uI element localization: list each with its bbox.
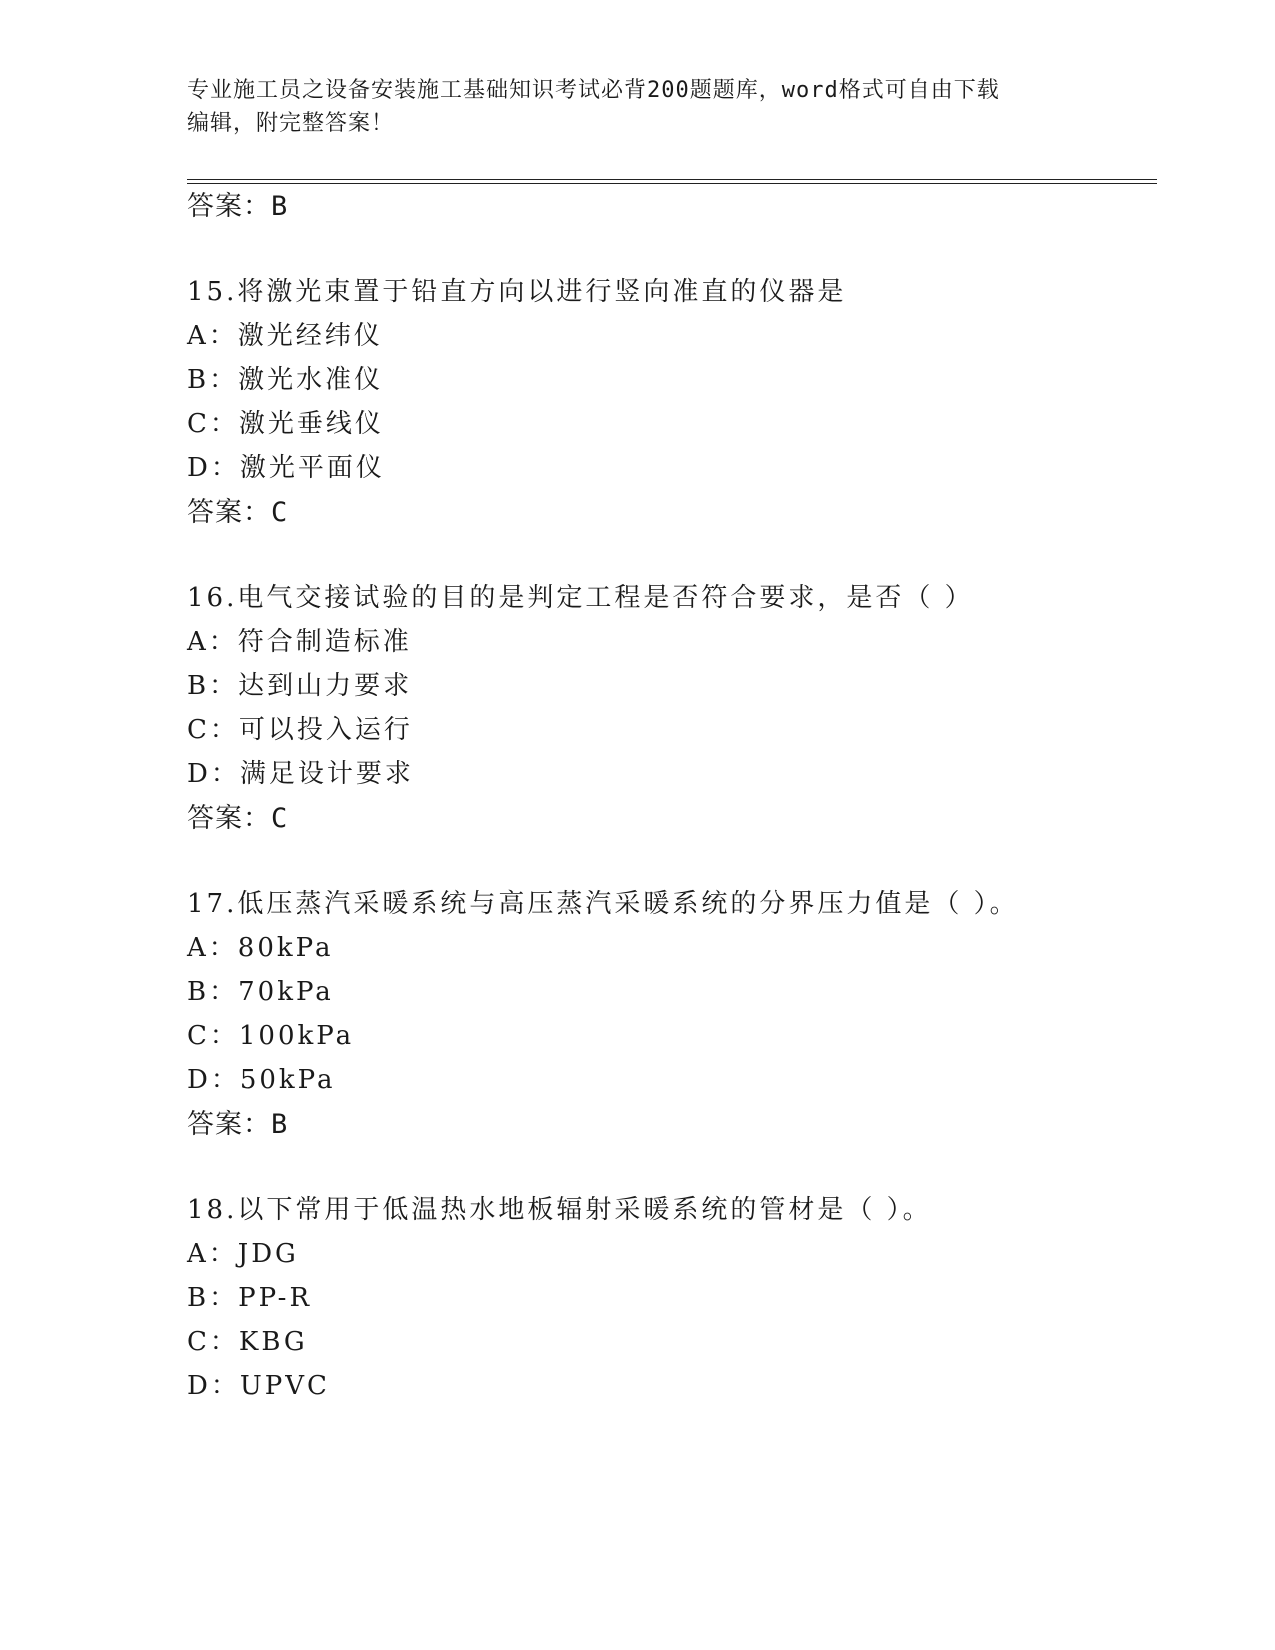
question-17-option-c: C：100kPa <box>187 1021 355 1051</box>
question-18-option-b: B：PP-R <box>187 1283 313 1313</box>
question-17-stem: 17.低压蒸汽采暖系统与高压蒸汽采暖系统的分界压力值是（ ）。 <box>187 889 1019 919</box>
question-15-option-a: A：激光经纬仪 <box>187 321 383 351</box>
question-16-stem: 16.电气交接试验的目的是判定工程是否符合要求，是否（ ） <box>187 583 974 613</box>
question-16-option-d: D：满足设计要求 <box>187 759 414 789</box>
question-16-option-c: C：可以投入运行 <box>187 715 413 745</box>
question-18-stem: 18.以下常用于低温热水地板辐射采暖系统的管材是（ ）。 <box>187 1195 932 1225</box>
header-line-2: 编辑，附完整答案！ <box>187 111 395 136</box>
question-17-option-a: A：80kPa <box>187 933 334 963</box>
document-header <box>187 74 1087 140</box>
question-18-option-c: C：KBG <box>187 1327 308 1357</box>
question-18-option-a: A：JDG <box>187 1239 299 1269</box>
question-15-stem: 15.将激光束置于铅直方向以进行竖向准直的仪器是 <box>187 277 847 307</box>
question-17-option-b: B：70kPa <box>187 977 334 1007</box>
question-17-option-d: D：50kPa <box>187 1065 336 1095</box>
header-line-1: 专业施工员之设备安装施工基础知识考试必背200题题库，word格式可自由下载 <box>187 78 1000 103</box>
answer-q17: 答案：B <box>187 1109 289 1140</box>
answer-q15: 答案：C <box>187 497 289 528</box>
question-15-option-c: C：激光垂线仪 <box>187 409 384 439</box>
answer-q16: 答案：C <box>187 803 289 834</box>
header-divider-bottom <box>187 183 1157 184</box>
question-16-option-b: B：达到山力要求 <box>187 671 413 701</box>
question-15-option-b: B：激光水准仪 <box>187 365 384 395</box>
question-16-option-a: A：符合制造标准 <box>187 627 412 657</box>
question-18-option-d: D：UPVC <box>187 1371 330 1401</box>
answer-q14: 答案：B <box>187 191 289 222</box>
header-divider-top <box>187 179 1157 180</box>
question-15-option-d: D：激光平面仪 <box>187 453 385 483</box>
